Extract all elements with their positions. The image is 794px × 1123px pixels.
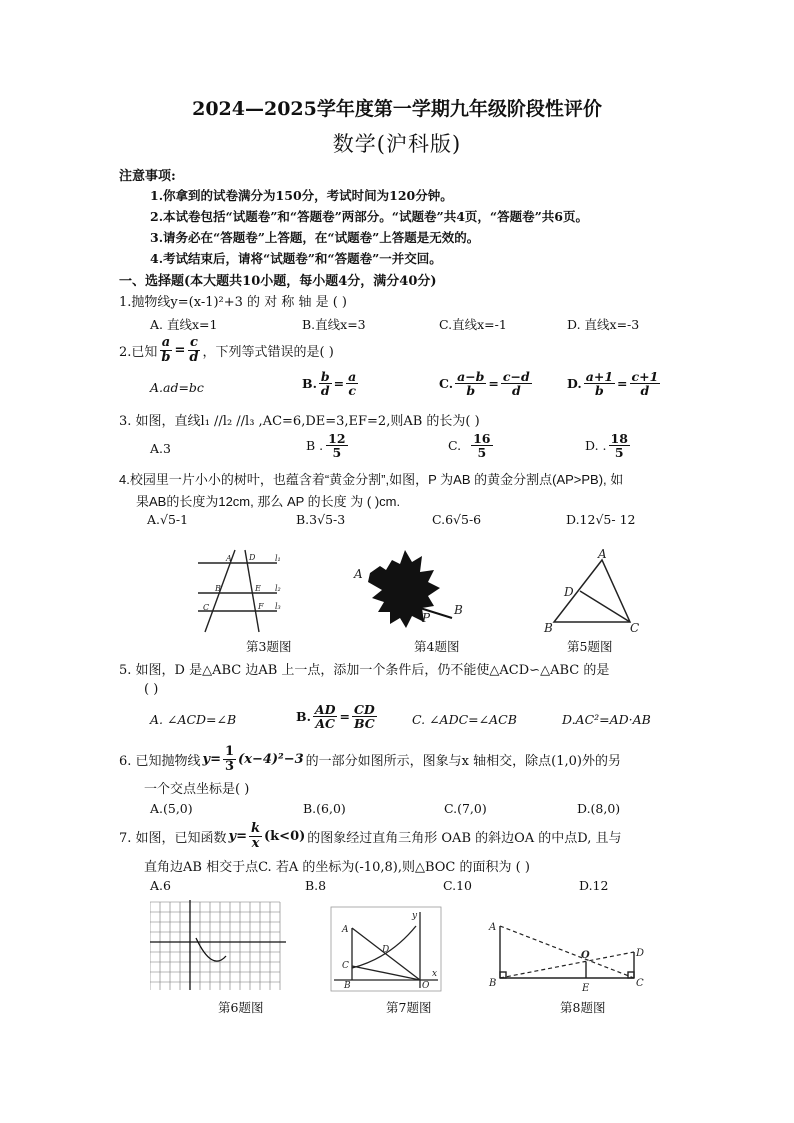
q2-given-fraction-right: $\frac{c}{d}$ [189,335,199,365]
svg-text:B: B [454,603,463,617]
q2-option-c: C. $\frac{a-b}{b}$ = $\frac{c-d}{d}$ [439,369,530,399]
fig3-caption: 第3题图 [246,639,292,654]
q2-stem: 2.已知 $\frac{a}{b}$ = $\frac{c}{d}$ ，下列等式错误的是( ) [119,335,334,365]
q7-option-b: B.8 [305,878,327,893]
q6-stem-line2: 一个交点坐标是( ) [144,782,250,797]
q3-option-b: B . $\frac{12}{5}$ [306,431,346,461]
notice-item: 3.请务必在“答题卷”上答题，在“试题卷”上答题是无效的。 [150,230,480,245]
svg-text:D: D [564,585,574,599]
svg-text:y: y [412,911,418,921]
svg-text:P: P [422,611,431,625]
q5-option-b: B. $\frac{AD}{AC}$ = $\frac{CD}{BC}$ [296,702,375,732]
page-subtitle: 数学(沪科版) [332,132,462,156]
figure-8-two-poles [486,916,648,996]
q6-stem-line1: 6. 已知抛物线 y= $\frac{1}{3}$ (x−4)²−3 的一部分如图所示，图象与x 轴相交，除点(1,0)外的另 [119,744,621,774]
q7-stem-line1: 7. 如图，已知函数 y= $\frac{k}{x}$ (k<0) 的图象经过直角三角形 OAB 的斜边OA 的中点D, 且与 [119,821,622,851]
svg-text:O: O [422,981,430,991]
fig3-label: l₂ [275,584,281,593]
fig3-label: E [255,584,261,593]
q5-option-a: A. ∠ACD=∠B [150,712,237,727]
q2-option-a: A.ad=bc [150,380,204,395]
svg-text:D: D [636,948,645,959]
fig7-caption: 第7题图 [386,1000,432,1015]
fig4-caption: 第4题图 [414,639,460,654]
svg-text:B: B [489,978,497,989]
notice-item: 2.本试卷包括“试题卷”和“答题卷”两部分。“试题卷”共4页，“答题卷”共6页。 [150,209,588,224]
q2-stem-post: ，下列等式错误的是( ) [202,344,334,360]
svg-text:D: D [382,945,390,955]
q2-option-d: D. $\frac{a+1}{b}$ = $\frac{c+1}{d}$ [567,369,659,399]
q5-stem-line2: ( ) [144,682,159,697]
q5-option-c: C. ∠ADC=∠ACB [412,712,517,727]
svg-text:A: A [354,567,363,581]
q2-option-b: B. $\frac{b}{d}$ = $\frac{a}{c}$ [302,369,357,399]
svg-text:C: C [630,621,640,635]
notice-item: 1.你拿到的试卷满分为150分，考试时间为120分钟。 [150,188,453,203]
svg-text:C: C [636,978,644,989]
q6-option-d: D.(8,0) [577,801,621,816]
q3-option-c: C. $\frac{16}{5}$ [448,431,491,461]
q4-option-d: D.12√5- 12 [566,512,636,527]
fig5-caption: 第5题图 [567,639,613,654]
q1-option-b: B.直线x=3 [302,317,366,332]
q6-option-c: C.(7,0) [444,801,487,816]
figure-6-parabola-grid [150,900,288,992]
svg-text:E: E [582,983,590,994]
svg-text:B: B [544,621,553,635]
svg-text:O: O [581,950,590,961]
fig3-label: D [249,553,256,562]
fig3-label: l₁ [275,554,281,563]
q2-stem-pre: 2.已知 [119,344,158,360]
q3-option-a: A.3 [150,441,171,456]
notice-heading: 注意事项: [119,169,176,184]
figure-4-leaf [350,546,470,636]
q1-option-a: A. 直线x=1 [150,317,218,332]
notice-item: 4.考试结束后，请将“试题卷”和“答题卷”一并交回。 [150,251,442,266]
svg-text:A: A [489,922,497,933]
svg-text:C: C [342,961,349,971]
fig3-label: C [203,603,210,612]
q3-option-d: D. . $\frac{18}{5}$ [585,431,628,461]
q5-stem-line1: 5. 如图，D 是△ABC 边AB 上一点，添加一个条件后，仍不能使△ACD∽△ABC 的是 [119,663,610,678]
page-title: 2024—2025学年度第一学期九年级阶段性评价 [192,98,602,120]
fig3-label: F [258,602,264,611]
fig3-label: A [226,554,232,563]
q7-option-a: A.6 [150,878,171,893]
q7-stem-line2: 直角边AB 相交于点C. 若A 的坐标为(-10,8),则△BOC 的面积为 ( ) [144,860,530,875]
q4-option-b: B.3√5-3 [296,512,346,527]
q1-stem: 1.抛物线y=(x-1)²+3 的 对 称 轴 是 ( ) [119,295,347,310]
fig3-label: B [215,584,221,593]
q6-option-a: A.(5,0) [150,801,193,816]
q4-stem-line2: 果AB的长度为12cm, 那么 AP 的长度 为 ( )cm. [136,494,401,509]
q4-option-c: C.6√5-6 [432,512,482,527]
figure-5-triangle [538,546,648,636]
q1-option-c: C.直线x=-1 [439,317,507,332]
q6-option-b: B.(6,0) [303,801,346,816]
svg-text:A: A [342,925,349,935]
q7-option-c: C.10 [443,878,472,893]
q7-option-d: D.12 [579,878,609,893]
fig3-label: l₃ [275,602,281,611]
section-heading: 一、选择题(本大题共10小题，每小题4分，满分40分) [119,274,437,289]
q5-option-d: D.AC²=AD·AB [562,712,651,727]
q4-option-a: A.√5-1 [147,512,189,527]
q3-stem: 3. 如图，直线l₁ //l₂ //l₃ ,AC=6,DE=3,EF=2,则AB 的长为( ) [119,414,480,429]
figure-3-parallel-lines [193,548,283,634]
q2-given-fraction-left: $\frac{a}{b}$ [161,335,171,365]
svg-text:B: B [344,981,351,991]
svg-text:x: x [432,969,438,979]
figure-7-right-triangle [330,906,442,992]
q4-stem-line1: 4.校园里一片小小的树叶，也蕴含着“黄金分割”,如图，P 为AB 的黄金分割点(AP>PB), 如 [119,472,624,487]
q1-option-d: D. 直线x=-3 [567,317,640,332]
svg-text:A: A [598,547,607,561]
fig6-caption: 第6题图 [218,1000,264,1015]
fig8-caption: 第8题图 [560,1000,606,1015]
